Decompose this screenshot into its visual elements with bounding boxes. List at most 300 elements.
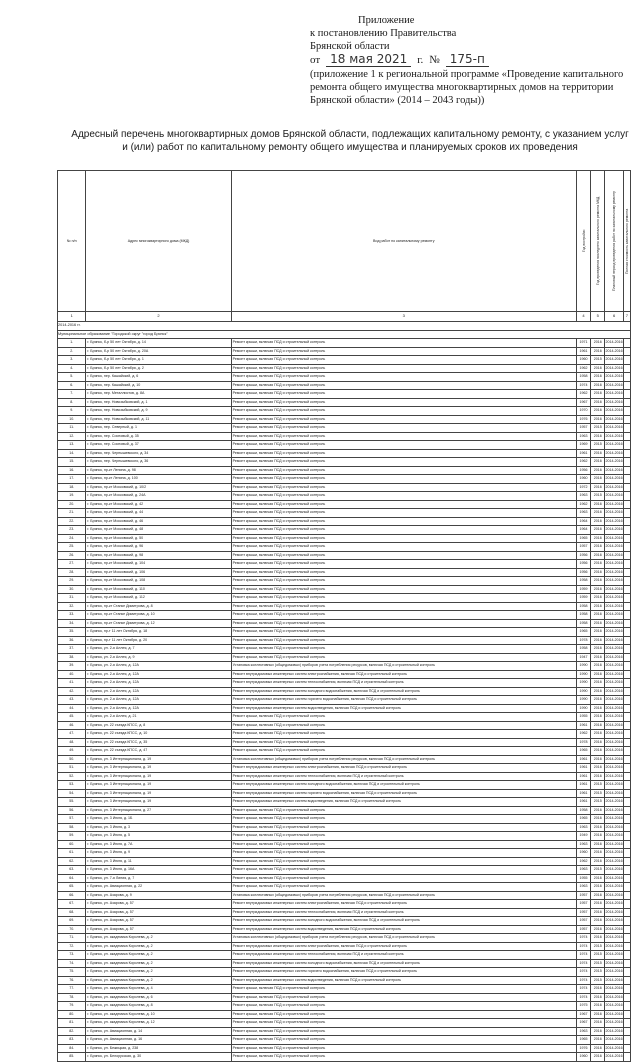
row-cost [623,823,630,832]
row-last-repair: 2016 [591,891,605,900]
col-number: 4 [576,312,590,322]
appendix-label: Приложение [358,15,415,26]
row-number: 71. [58,934,86,943]
row-number: 64. [58,874,86,883]
row-cost [623,356,630,365]
row-works: Ремонт внутридомовых инженерных систем горячего водоснабжения, включая ПСД и строительный контроль [231,968,576,977]
table-row [58,628,631,637]
row-year-built: 1990 [576,662,590,671]
row-cost [623,849,630,858]
row-year-built: 1961 [576,798,590,807]
row-last-repair: 2016 [591,662,605,671]
row-year-built: 1955 [576,713,590,722]
row-last-repair: 2016 [591,577,605,586]
row-planned: 2014-2016 [605,364,623,373]
row-last-repair: 2016 [591,1053,605,1062]
row-works: Ремонт внутридомовых инженерных систем теплоснабжения, включая ПСД и строительный контроль [231,772,576,781]
row-year-built: 1990 [576,670,590,679]
row-last-repair: 2016 [591,832,605,841]
row-planned: 2014-2016 [605,475,623,484]
row-last-repair: 2015 [591,441,605,450]
row-cost [623,917,630,926]
row-cost [623,764,630,773]
row-last-repair: 2015 [591,798,605,807]
row-cost [623,1027,630,1036]
row-year-built: 1958 [576,373,590,382]
row-cost [623,738,630,747]
row-address: г. Брянск, б-р 50 лет Октября, д. 2 [86,364,231,373]
row-planned: 2014-2016 [605,509,623,518]
row-address: г. Брянск, ул. Азарова, д. 57 [86,908,231,917]
table-row [58,585,631,594]
row-planned: 2014-2016 [605,866,623,875]
table-row [58,415,631,424]
table-row [58,755,631,764]
row-address: г. Брянск, пр-кт Московский, д. 104 [86,560,231,569]
row-works: Ремонт крыши, включая ПСД и строительный контроль [231,713,576,722]
row-year-built: 1961 [576,781,590,790]
row-last-repair: 2016 [591,526,605,535]
row-works: Ремонт внутридомовых инженерных систем холодного водоснабжения, включая ПСД и строительный контроль [231,959,576,968]
row-number: 45. [58,713,86,722]
row-works: Ремонт крыши, включая ПСД и строительный контроль [231,611,576,620]
row-last-repair: 2016 [591,543,605,552]
table-row [58,551,631,560]
row-last-repair: 2015 [591,942,605,951]
row-year-built: 1961 [576,764,590,773]
row-last-repair: 2016 [591,764,605,773]
row-address: г. Брянск, пр-кт Станке Димитрова, д. 8 [86,602,231,611]
row-planned: 2014-2016 [605,390,623,399]
row-planned: 2014-2016 [605,594,623,603]
row-address: г. Брянск, ул. 3 Интернационала, д. 19 [86,764,231,773]
row-cost [623,364,630,373]
row-planned: 2014-2016 [605,874,623,883]
row-cost [623,339,630,348]
row-address: г. Брянск, пр-кт Станке Димитрова, д. 12 [86,619,231,628]
row-year-built: 1974 [576,985,590,994]
row-planned: 2014-2016 [605,781,623,790]
table-row [58,985,631,994]
row-number: 39. [58,662,86,671]
row-address: г. Брянск, ул. 3 Интернационала, д. 19 [86,781,231,790]
row-number: 43. [58,696,86,705]
document-title: Адресный перечень многоквартирных домов Брянской области, подлежащих капитальному ремонту, с указанием услуг и (или) работ по капитальному ремонту общего имущества и планируемых сроков их проведения [71,129,629,153]
row-year-built: 1963 [576,840,590,849]
row-planned: 2014-2016 [605,347,623,356]
row-address: г. Брянск, пр-кт Московский, д. 44 [86,509,231,518]
row-works: Ремонт крыши, включая ПСД и строительный контроль [231,458,576,467]
row-year-built: 1961 [576,449,590,458]
row-cost [623,1036,630,1045]
row-year-built: 1959 [576,594,590,603]
row-year-built: 1963 [576,432,590,441]
row-cost [623,993,630,1002]
row-planned: 2014-2016 [605,764,623,773]
row-planned: 2014-2016 [605,908,623,917]
row-planned: 2014-2016 [605,492,623,501]
row-planned: 2014-2016 [605,526,623,535]
row-planned: 2014-2016 [605,857,623,866]
row-year-built: 1962 [576,364,590,373]
row-last-repair: 2016 [591,985,605,994]
row-last-repair: 2016 [591,1019,605,1028]
row-planned: 2014-2016 [605,602,623,611]
row-year-built: 1965 [576,815,590,824]
row-number: 23. [58,526,86,535]
row-works: Ремонт крыши, включая ПСД и строительный контроль [231,517,576,526]
row-planned: 2014-2016 [605,424,623,433]
row-number: 2. [58,347,86,356]
period-label: 2014-2016 гг. [58,322,631,331]
row-last-repair: 2016 [591,347,605,356]
row-cost [623,713,630,722]
row-works: Ремонт внутридомовых инженерных систем теплоснабжения, включая ПСД и строительный контроль [231,908,576,917]
col-number: 3 [231,312,576,322]
row-works: Ремонт крыши, включая ПСД и строительный контроль [231,381,576,390]
row-number: 81. [58,1019,86,1028]
row-year-built: 1974 [576,959,590,968]
row-cost [623,747,630,756]
row-address: г. Брянск, ул. академика Королева, д. 2 [86,951,231,960]
row-works: Установка коллективных (общедомовых) приборов учета потребления ресурсов, включая ПСД и строительный контроль [231,755,576,764]
row-cost [623,908,630,917]
row-year-built: 1963 [576,866,590,875]
table-row [58,458,631,467]
row-address: г. Брянск, ул. Азарова, д. 57 [86,917,231,926]
row-address: г. Брянск, ул. 2-я Аллея, д. 12А [86,662,231,671]
row-planned: 2014-2016 [605,432,623,441]
row-cost [623,883,630,892]
col-number: 6 [605,312,623,322]
row-planned: 2014-2016 [605,645,623,654]
row-planned: 2014-2016 [605,942,623,951]
row-last-repair: 2016 [591,993,605,1002]
row-last-repair: 2016 [591,390,605,399]
row-planned: 2014-2016 [605,832,623,841]
row-cost [623,951,630,960]
row-last-repair: 2016 [591,551,605,560]
row-cost [623,755,630,764]
row-number: 65. [58,883,86,892]
row-year-built: 1963 [576,492,590,501]
row-works: Ремонт крыши, включая ПСД и строительный контроль [231,619,576,628]
table-row [58,1053,631,1062]
row-number: 53. [58,781,86,790]
table-row [58,1036,631,1045]
row-works: Ремонт крыши, включая ПСД и строительный контроль [231,466,576,475]
row-cost [623,415,630,424]
row-number: 11. [58,424,86,433]
row-address: г. Брянск, ул. академика Королева, д. 6 [86,993,231,1002]
table-row [58,483,631,492]
row-works: Ремонт крыши, включая ПСД и строительный контроль [231,534,576,543]
table-row [58,806,631,815]
row-planned: 2014-2016 [605,415,623,424]
row-address: г. Брянск, ул. 7-я Линия, д. 7 [86,874,231,883]
row-cost [623,645,630,654]
row-works: Ремонт крыши, включая ПСД и строительный контроль [231,993,576,1002]
row-planned: 2014-2016 [605,407,623,416]
row-cost [623,347,630,356]
row-address: г. Брянск, ул. 3 Интернационала, д. 19 [86,772,231,781]
row-planned: 2014-2016 [605,560,623,569]
row-planned: 2014-2016 [605,815,623,824]
col-header-address: Адрес многоквартирного дома (МКД) [86,171,231,312]
row-works: Ремонт крыши, включая ПСД и строительный контроль [231,585,576,594]
row-works: Ремонт крыши, включая ПСД и строительный контроль [231,1036,576,1045]
row-cost [623,687,630,696]
row-address: г. Брянск, ул. Авиационная, д. 16 [86,1036,231,1045]
table-row [58,976,631,985]
row-number: 60. [58,840,86,849]
row-number: 47. [58,730,86,739]
row-works: Ремонт крыши, включая ПСД и строительный контроль [231,628,576,637]
row-last-repair: 2015 [591,781,605,790]
row-year-built: 1964 [576,526,590,535]
row-address: г. Брянск, пр-кт Московский, д. 48 [86,526,231,535]
row-year-built: 1961 [576,755,590,764]
row-address: г. Брянск, пер. Северный, д. 1 [86,424,231,433]
row-planned: 2014-2016 [605,398,623,407]
row-year-built: 1957 [576,900,590,909]
row-year-built: 1990 [576,687,590,696]
row-address: г. Брянск, ул. 2-я Аллея, д. 7 [86,645,231,654]
row-address: г. Брянск, ул. академика Королева, д. 10 [86,1010,231,1019]
row-address: г. Брянск, ул. 2-я Аллея, д. 12А [86,670,231,679]
row-year-built: 1959 [576,585,590,594]
row-cost [623,449,630,458]
row-cost [623,500,630,509]
row-cost [623,806,630,815]
row-works: Ремонт крыши, включая ПСД и строительный контроль [231,373,576,382]
row-last-repair: 2016 [591,398,605,407]
row-last-repair: 2016 [591,339,605,348]
row-year-built: 1949 [576,832,590,841]
row-number: 73. [58,951,86,960]
table-row [58,687,631,696]
row-year-built: 1971 [576,339,590,348]
row-cost [623,458,630,467]
row-year-built: 1956 [576,466,590,475]
row-number: 49. [58,747,86,756]
row-cost [623,653,630,662]
row-planned: 2014-2016 [605,934,623,943]
row-works: Ремонт крыши, включая ПСД и строительный контроль [231,849,576,858]
table-row [58,1044,631,1053]
row-works: Ремонт крыши, включая ПСД и строительный контроль [231,874,576,883]
table-row [58,968,631,977]
table-row [58,849,631,858]
row-last-repair: 2016 [591,713,605,722]
row-works: Ремонт крыши, включая ПСД и строительный контроль [231,526,576,535]
table-row [58,526,631,535]
row-last-repair: 2016 [591,645,605,654]
row-works: Ремонт крыши, включая ПСД и строительный контроль [231,415,576,424]
table-row [58,636,631,645]
table-row [58,713,631,722]
row-year-built: 1969 [576,441,590,450]
decree-date: 18 мая 2021 [326,53,411,67]
row-planned: 2014-2016 [605,585,623,594]
address-list-table [57,170,631,1062]
row-number: 16. [58,466,86,475]
row-cost [623,781,630,790]
row-last-repair: 2016 [591,466,605,475]
row-planned: 2014-2016 [605,543,623,552]
row-number: 6. [58,381,86,390]
row-year-built: 1955 [576,874,590,883]
row-number: 21. [58,509,86,518]
table-row [58,747,631,756]
row-address: г. Брянск, пр-кт Московский, д. 106 [86,568,231,577]
table-row [58,951,631,960]
row-works: Ремонт крыши, включая ПСД и строительный контроль [231,1053,576,1062]
row-year-built: 1963 [576,1027,590,1036]
row-cost [623,662,630,671]
row-year-built: 1974 [576,968,590,977]
col-number: 1 [58,312,86,322]
row-address: г. Брянск, ул. 2-я Аллея, д. 12А [86,679,231,688]
row-number: 55. [58,798,86,807]
row-cost [623,534,630,543]
row-year-built: 1961 [576,789,590,798]
row-cost [623,985,630,994]
row-year-built: 1958 [576,645,590,654]
table-row [58,781,631,790]
row-year-built: 1961 [576,772,590,781]
row-number: 4. [58,364,86,373]
row-works: Ремонт крыши, включая ПСД и строительный контроль [231,857,576,866]
row-year-built: 1947 [576,653,590,662]
row-planned: 2014-2016 [605,730,623,739]
table-row [58,696,631,705]
table-row [58,390,631,399]
row-planned: 2014-2016 [605,534,623,543]
row-last-repair: 2016 [591,458,605,467]
row-works: Ремонт крыши, включая ПСД и строительный контроль [231,832,576,841]
date-suffix: г. [417,54,424,66]
row-number: 79. [58,1002,86,1011]
row-last-repair: 2016 [591,628,605,637]
row-cost [623,466,630,475]
row-address: г. Брянск, ул. 22 съезда КПСС, д. 10 [86,730,231,739]
row-planned: 2014-2016 [605,687,623,696]
table-row [58,662,631,671]
row-works: Установка коллективных (общедомовых) приборов учета потребления ресурсов, включая ПСД и строительный контроль [231,891,576,900]
table-row [58,1010,631,1019]
row-cost [623,1044,630,1053]
column-numbers-row [58,312,631,322]
row-works: Ремонт крыши, включая ПСД и строительный контроль [231,883,576,892]
table-row [58,925,631,934]
row-planned: 2014-2016 [605,789,623,798]
table-row [58,730,631,739]
row-address: г. Брянск, пер. Новозыбковский, д. 11 [86,415,231,424]
row-cost [623,1053,630,1062]
row-works: Ремонт крыши, включая ПСД и строительный контроль [231,449,576,458]
row-address: г. Брянск, ул. 3 Июля, д. 9 [86,849,231,858]
row-year-built: 1958 [576,577,590,586]
row-works: Ремонт крыши, включая ПСД и строительный контроль [231,1019,576,1028]
row-number: 31. [58,594,86,603]
table-row [58,670,631,679]
period-row [58,322,631,331]
row-last-repair: 2016 [591,1036,605,1045]
table-row [58,1002,631,1011]
row-number: 32. [58,602,86,611]
row-planned: 2014-2016 [605,1053,623,1062]
row-last-repair: 2016 [591,1010,605,1019]
row-last-repair: 2016 [591,908,605,917]
table-row [58,492,631,501]
row-last-repair: 2016 [591,415,605,424]
table-row [58,568,631,577]
row-works: Ремонт крыши, включая ПСД и строительный контроль [231,424,576,433]
row-last-repair: 2016 [591,534,605,543]
date-prefix: от [310,54,321,66]
row-works: Ремонт крыши, включая ПСД и строительный контроль [231,560,576,569]
row-cost [623,1010,630,1019]
table-row [58,883,631,892]
row-last-repair: 2016 [591,483,605,492]
row-cost [623,832,630,841]
row-address: г. Брянск, пр-кт Ленина, д. 100 [86,475,231,484]
row-year-built: 1958 [576,619,590,628]
row-number: 24. [58,534,86,543]
row-year-built: 1962 [576,730,590,739]
table-row [58,475,631,484]
row-planned: 2014-2016 [605,993,623,1002]
row-last-repair: 2016 [591,772,605,781]
row-cost [623,594,630,603]
table-row [58,381,631,390]
row-number: 52. [58,772,86,781]
row-year-built: 1974 [576,993,590,1002]
col-number: 7 [623,312,630,322]
row-year-built: 1965 [576,628,590,637]
table-row [58,1027,631,1036]
row-number: 28. [58,568,86,577]
row-number: 35. [58,628,86,637]
table-row [58,874,631,883]
col-header-last-repair: Год проведения последнего капитального ремонта МКД [591,171,605,312]
row-cost [623,585,630,594]
row-number: 56. [58,806,86,815]
row-works: Ремонт крыши, включая ПСД и строительный контроль [231,1010,576,1019]
row-address: г. Брянск, пр-кт Московский, д. 110 [86,585,231,594]
row-planned: 2014-2016 [605,772,623,781]
row-number: 20. [58,500,86,509]
row-works: Ремонт крыши, включая ПСД и строительный контроль [231,636,576,645]
row-last-repair: 2015 [591,356,605,365]
col-header-year-built: Год постройки [576,171,590,312]
row-works: Ремонт внутридомовых инженерных систем водоотведения, включая ПСД и строительный контроль [231,976,576,985]
row-address: г. Брянск, ул. Бежицкая, д. 238 [86,1044,231,1053]
row-cost [623,407,630,416]
row-address: г. Брянск, пер. Новозыбковский, д. 9 [86,407,231,416]
row-last-repair: 2016 [591,917,605,926]
col-header-cost: Полная стоимость капитального ремонта [623,171,630,312]
row-year-built: 1978 [576,738,590,747]
row-number: 36. [58,636,86,645]
program-note: (приложение 1 к региональной программе «Проведение капитального ремонта общего имущества многоквартирных домов на территории Брянской области» (2014 – 2043 годы)) [310,69,624,106]
row-works: Ремонт крыши, включая ПСД и строительный контроль [231,1044,576,1053]
table-row [58,823,631,832]
row-works: Ремонт крыши, включая ПСД и строительный контроль [231,602,576,611]
row-works: Ремонт внутридомовых инженерных систем холодного водоснабжения, включая ПСД и строительный контроль [231,687,576,696]
row-address: г. Брянск, пер. Кашайский, д. 10 [86,381,231,390]
